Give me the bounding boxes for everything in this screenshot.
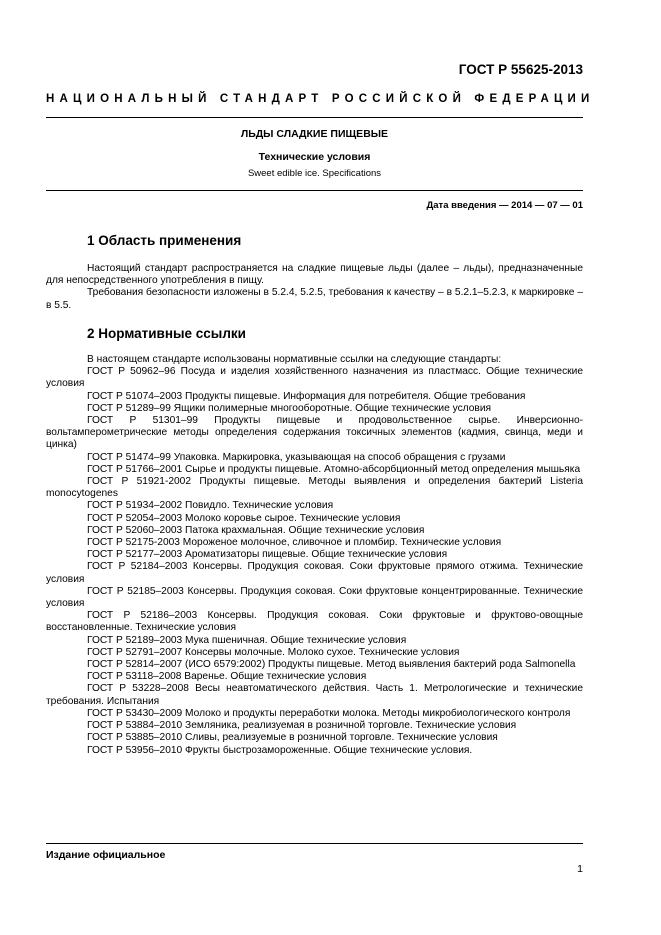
document-title: ЛЬДЫ СЛАДКИЕ ПИЩЕВЫЕ <box>240 128 389 140</box>
reference-item: ГОСТ Р 53430–2009 Молоко и продукты переработки молока. Методы микробиологического контроля <box>87 707 571 719</box>
reference-item: ГОСТ Р 52177–2003 Ароматизаторы пищевые. Общие технические условия <box>87 549 448 561</box>
reference-item: ГОСТ Р 51474–99 Упаковка. Маркировка, указывающая на способ обращения с грузами <box>87 451 506 463</box>
document-english-title: Sweet edible ice. Specifications <box>247 168 382 179</box>
reference-item: ГОСТ Р 52054–2003 Молоко коровье сырое. Технические условия <box>87 512 401 524</box>
divider <box>46 117 583 118</box>
section-heading-scope: 1 Область применения <box>87 233 242 248</box>
reference-item: ГОСТ Р 52814–2007 (ИСО 6579:2002) Продукты пищевые. Метод выявления бактерий рода Salmonella <box>87 659 576 671</box>
reference-item: ГОСТ Р 53228–2008 Весы неавтоматического действия. Часть 1. Метрологические и технические требования. Испытания <box>46 683 583 707</box>
divider <box>46 190 583 191</box>
reference-item: ГОСТ Р 51921-2002 Продукты пищевые. Методы выявления и определения бактерий Listeria monocytogenes <box>46 476 583 500</box>
reference-item: ГОСТ Р 51289–99 Ящики полимерные многооборотные. Общие технические условия <box>87 402 492 414</box>
section-references-body <box>46 354 583 757</box>
reference-item: ГОСТ Р 51074–2003 Продукты пищевые. Информация для потребителя. Общие требования <box>87 390 526 402</box>
paragraph: Требования безопасности изложены в 5.2.4, 5.2.5, требования к качеству – в 5.2.1–5.2.3, к маркировке – в 5.5. <box>46 287 583 311</box>
official-edition-label: Издание официальное <box>46 849 166 861</box>
reference-item: ГОСТ Р 51934–2002 Повидло. Технические условия <box>87 500 334 512</box>
reference-item: ГОСТ Р 51766–2001 Сырье и продукты пищевые. Атомно-абсорбционный метод определения мышьяка <box>87 463 581 475</box>
reference-item: ГОСТ Р 52060–2003 Патока крахмальная. Общие технические условия <box>87 524 425 536</box>
reference-item: ГОСТ Р 52184–2003 Консервы. Продукция соковая. Соки фруктовые прямого отжима. Технические условия <box>46 561 583 585</box>
reference-item: ГОСТ Р 52189–2003 Мука пшеничная. Общие технические условия <box>87 634 407 646</box>
reference-item: ГОСТ Р 53118–2008 Варенье. Общие технические условия <box>87 671 367 683</box>
page-number: 1 <box>577 863 583 875</box>
document-subtitle: Технические условия <box>258 151 371 163</box>
section-heading-references: 2 Нормативные ссылки <box>87 326 246 341</box>
reference-item: ГОСТ Р 53956–2010 Фрукты быстрозамороженные. Общие технические условия. <box>87 744 473 756</box>
reference-item: ГОСТ Р 53884–2010 Земляника, реализуемая в розничной торговле. Технические условия <box>87 720 517 732</box>
reference-item: ГОСТ Р 52791–2007 Консервы молочные. Молоко сухое. Технические условия <box>87 646 460 658</box>
paragraph: В настоящем стандарте использованы нормативные ссылки на следующие стандарты: <box>87 354 502 365</box>
reference-item: ГОСТ Р 51301–99 Продукты пищевые и продовольственное сырье. Инверсионно-вольтамперометрические методы определения содержания токсичных элементов (кадмия, свинца, меди и цинка) <box>46 415 583 451</box>
reference-item: ГОСТ Р 52186–2003 Консервы. Продукция соковая. Соки фруктовые и фруктово-овощные восстановленные. Технические условия <box>46 610 583 634</box>
paragraph: Настоящий стандарт распространяется на сладкие пищевые льды (далее – льды), предназначенные для непосредственного употребления в пищу. <box>46 263 583 287</box>
divider <box>46 843 583 844</box>
introduction-date: Дата введения — 2014 — 07 — 01 <box>426 200 583 211</box>
document-id: ГОСТ Р 55625-2013 <box>458 62 583 77</box>
reference-item: ГОСТ Р 50962–96 Посуда и изделия хозяйственного назначения из пластмасс. Общие технические условия <box>46 366 583 390</box>
reference-item: ГОСТ Р 52185–2003 Консервы. Продукция соковая. Соки фруктовые концентрированные. Технические условия <box>46 585 583 610</box>
reference-item: ГОСТ Р 53885–2010 Сливы, реализуемые в розничной торговле. Технические условия <box>87 732 498 744</box>
section-scope-body <box>46 263 583 312</box>
reference-item: ГОСТ Р 52175-2003 Мороженое молочное, сливочное и пломбир. Технические условия <box>87 537 502 549</box>
national-standard-banner: НАЦИОНАЛЬНЫЙ СТАНДАРТ РОССИЙСКОЙ ФЕДЕРАЦИИ <box>46 93 595 105</box>
